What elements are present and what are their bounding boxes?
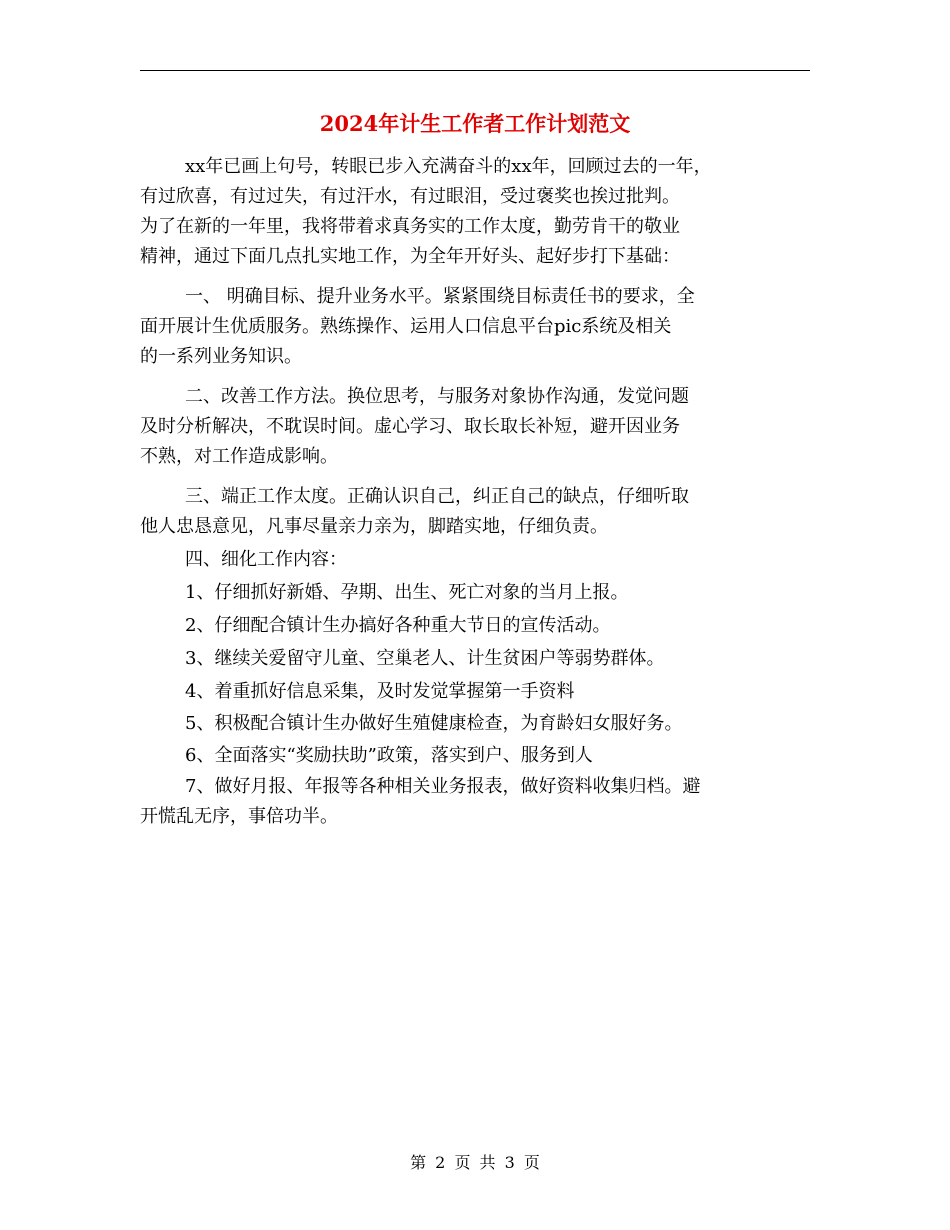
body-line: 开慌乱无序，事倍功半。: [140, 806, 338, 827]
body-line: 不熟，对工作造成影响。: [140, 446, 338, 467]
body-line: 6、全面落实“奖励扶助”政策，落实到户、服务到人: [185, 745, 593, 766]
body-line: 四、细化工作内容：: [185, 549, 347, 570]
body-line: 精神，通过下面几点扎实地工作，为全年开好头、起好步打下基础：: [140, 246, 680, 267]
body-line: 的一系列业务知识。: [140, 346, 302, 367]
body-line: 一、 明确目标、提升业务水平。紧紧围绕目标责任书的要求，全: [185, 286, 695, 307]
body-line: 二、改善工作方法。换位思考，与服务对象协作沟通，发觉问题: [185, 386, 689, 407]
body-line: 为了在新的一年里，我将带着求真务实的工作太度，勤劳肯干的敬业: [140, 216, 680, 237]
body-line: 3、继续关爱留守儿童、空巢老人、计生贫困户等弱势群体。: [185, 648, 665, 669]
body-line: 有过欣喜，有过过失，有过汗水，有过眼泪，受过褒奖也挨过批判。: [140, 186, 680, 207]
body-line: 1、仔细抓好新婚、孕期、出生、死亡对象的当月上报。: [185, 582, 629, 603]
body-line: 5、积极配合镇计生办做好生殖健康检查，为育龄妇女服好务。: [185, 713, 683, 734]
header-rule: [140, 70, 810, 71]
body-line: xx年已画上句号，转眼已步入充满奋斗的xx年，回顾过去的一年，: [185, 156, 712, 177]
body-line: 及时分析解决，不耽误时间。虚心学习、取长取长补短，避开因业务: [140, 416, 680, 437]
body-line: 三、端正工作太度。正确认识自己，纠正自己的缺点，仔细听取: [185, 486, 689, 507]
body-line: 7、做好月报、年报等各种相关业务报表，做好资料收集归档。避: [185, 776, 701, 797]
body-line: 面开展计生优质服务。熟练操作、运用人口信息平台pic系统及相关: [140, 316, 672, 337]
body-line: 2、仔细配合镇计生办搞好各种重大节日的宣传活动。: [185, 615, 611, 636]
page-number: 第 2 页 共 3 页: [410, 1153, 540, 1172]
body-line: 他人忠恳意见，凡事尽量亲力亲为，脚踏实地，仔细负责。: [140, 516, 608, 537]
body-line: 4、着重抓好信息采集，及时发觉掌握第一手资料: [185, 681, 575, 702]
document-title: 2024年计生工作者工作计划范文: [319, 111, 631, 136]
